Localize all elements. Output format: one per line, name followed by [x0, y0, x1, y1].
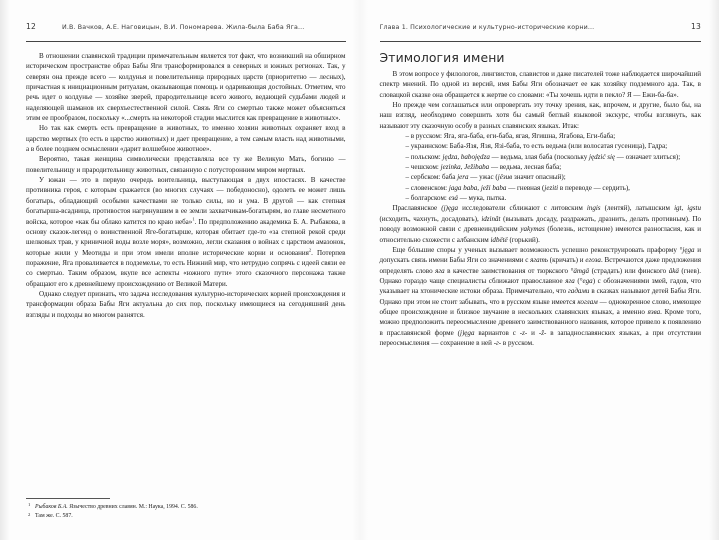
running-title-right: Глава 1. Психологические и культурно-исторические корни...	[379, 24, 595, 31]
footnote	[26, 512, 346, 520]
footnote-separator-rule	[26, 498, 110, 499]
footnote-marker: 2	[28, 511, 31, 517]
running-head-right	[380, 22, 702, 42]
page-number-left: 12	[26, 22, 36, 31]
paragraph: Но прежде чем соглашаться или опровергать эту точку зрения, как, впрочем, и другие, было бы, на наш взгляд, необходимо совершить хотя бы самый беглый языковой экскурс, чтобы взглянуть, как называют эту сказочную особу в разных славянских языках. Итак:	[379, 101, 701, 130]
list-item: – польском: jędza, babojędza — ведьма, злая баба (поскольку jędzić się — означает злиться);	[405, 152, 681, 161]
body-column-right	[380, 51, 702, 348]
list-item: – сербском: баба jera — ужас (jёзив значит опасный);	[405, 173, 566, 182]
paragraph: Однако следует признать, что задача исследования культурно-исторических корней происхождения и трансформации образа Бабы Яги актуальна до сих пор, поскольку имеющиеся на сегодняшний день взгляды и подходы во многом разнятся.	[26, 289, 346, 319]
list-item: – болгарском: езá — мука, пытка.	[405, 194, 507, 203]
running-head-left	[26, 22, 346, 42]
list-item: – в русском: Яга, яга-баба, еги-баба, ягая, Ягишна, Ягабова, Еги-баба;	[405, 132, 616, 141]
list-item: – словенском: jaga baba, ježi baba — гневная (jeziti в переводе — сердить),	[405, 183, 630, 192]
body-column-left	[26, 51, 346, 320]
paragraph: Праславянское (j)ęga исследователи сближают с литовским ingis (лентяй), латышским igt, igstu (исходить, чахнуть, досадовать), idzinât (вызывать досаду, раздражать, дразнить, делать противным). По поводу возможной связи с древнеиндийским yakymas (болезнь, истощение) имеются разногласия, как и относительно схожести с албанским idbëtë (горький).	[379, 204, 702, 244]
page-right	[360, 0, 719, 540]
page-number-right: 13	[691, 22, 701, 31]
paragraph: У южан — это в первую очередь воительница, выступающая в двух ипостасях. В качестве противника героя, с которым сражается (во многих случаях — победоносно), одолеть ее может лишь богатырь, обладающий особыми качествами не только силы, но и ума. В другой — как степная богатырша-всадница, противостоя нагрянувшим в ее земли захватчикам-богатырям, во главе несметного войска, которое «как бы облако катится по краю неба»$^1$. По предположению академика Б. А. Рыбакова, в основу сказок-легенд о воинственной Яге-богатырше, которая обитает где-то «за степной рекой среди шелковых трав, у криничной воды возле моря», возможно, легли сказания о войнах с царством амазонок, которые жили у Меотиды и при этом имели вполне исторические корни и основания$^2$. Потерпев поражение, Яга проваливается в подземелье, то есть Нижний мир, что нетрудно сопрячь с идеей связи ее со смертью. Таким образом, вкупе все аспекты «южного пути» этого сказочного персонажа также обращают его к древнейшему происхождению от Великой Матери.	[26, 176, 346, 288]
list-item: – чешском: jezinka, Ježibaba — ведьма, лесная баба;	[405, 163, 562, 172]
section-heading: Этимология имени	[379, 50, 505, 65]
paragraph: Вероятно, такая женщина символически представляла все ту же Великую Мать, богиню — повелительницу и прародительницу животных, связанную с потусторонним миром мертвых.	[26, 155, 346, 174]
paragraph: В этом вопросе у филологов, лингвистов, славистов и даже писателей тоже наблюдается широчайший спектр мнений. По одной из версий, имя Бабы Яги обозначает ее как хозяйку подземного ада. Так, в словацкой сказке она обращается к жертве со словами: «Ты хочешь идти в пекло? Я — Ежи-ба-ба».	[379, 70, 701, 99]
running-title-left: И.В. Вачков, А.Е. Наговицын, В.И. Пономарева. Жила-была Баба Яга...	[61, 24, 305, 31]
footnote-block-left	[26, 498, 346, 522]
paragraph: В отношении славянской традиции примечательным является тот факт, что возникший на обширном историческом пространстве образ Бабы Яги трансформировался в северных и южных регионах. Так, у северян она прежде всего — колдунья и повелительница природных царств (приоритетно — лесных), причастная к инициационным ритуалам, оказывающая помощь и одаривающая достойных. Отметим, что речь идет о колдунье — хозяйке зверей, прародительнице всего живого, ведающей судьбами людей и наделяющей шаманов их сверхъестественной силой. Связь Яги со смертью также может объясняться этим ее прообразом, поскольку «...смерть на некоторой стадии мыслится как превращение в животных».	[26, 52, 346, 123]
footnote-marker: 1	[28, 502, 31, 508]
footnote	[26, 503, 346, 511]
footnote-text: Там же. С. 587.	[35, 513, 73, 520]
paragraph: Еще бóльшие споры у ученых вызывает возможность успешно реконструировать праформу °jęga и допускать связь имени Бабы Яги со значениями с ягать (кричать) и егоза. Встречаются даже предложения определять слово яга в качестве заимствования от тюркского °ämgä (страдать) или финского äkä (гнев). Однако гораздо чаще специалисты сближают православное яга (°ega) с обозначениями змей, гадов, что указывает на хтонические истоки образа. Примечательно, что гадами в сказках называют детей Бабы Яги. Однако при этом не стоит забывать, что в русском языке имеется коглам — однокоренное слово, имеющее общее происхождение и близкое звучание в нескольких славянских языках, а именно язва. Кроме того, можно предположить переосмысление древнего заимствованного названия, которое привело к появлению в праславянской форме (j)ęga вариантов с -z- и -ž- в западнославянских языках, а при отсутствии переосмысления — сохранение в ней -г- в русском.	[379, 245, 702, 347]
list-item: – украинском: Баба-Язя, Язя, Язі-баба, то есть ведьма (или волосатая гусеница), Гадра;	[405, 142, 668, 151]
footnote-text: Рыбаков Б.А. Язычество древних славян. М.: Наука, 1994. С. 586.	[35, 503, 198, 510]
paragraph: Но так как смерть есть превращение в животных, то именно хозяин животных охраняет вход в царство мертвых (то есть в царство животных) и дает превращение, а тем самым власть над животными, а в более позднем осмыслении «дарит волшебное животное».	[26, 124, 346, 154]
